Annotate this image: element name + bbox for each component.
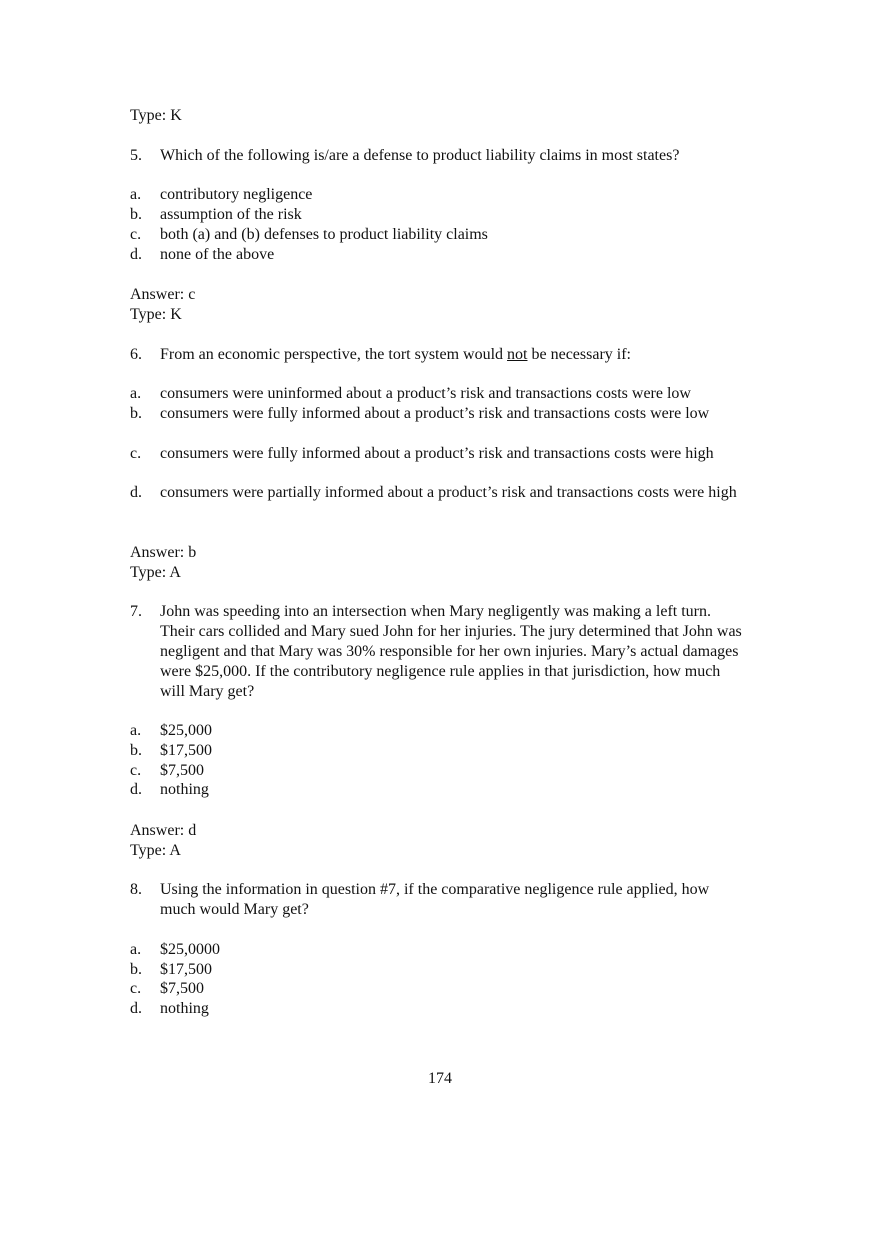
question-text: John was speeding into an intersection when Mary negligently was making a left turn. Their cars collided and Mary sued John for her injuries. The jury determined that John was negligent and that Mary was 30% responsible for her own injuries. Mary’s actual damages were $25,000. If the contributory negligence rule applies in that jurisdiction, how much will Mary get? [160, 603, 742, 700]
question-text: Using the information in question #7, if the comparative negligence rule applied, how much would Mary get? [160, 881, 710, 918]
page-number: 174 [428, 1070, 452, 1087]
option-text: $7,500 [160, 762, 204, 779]
question-text-part: From an economic perspective, the tort system would [160, 346, 508, 363]
option-text: consumers were partially informed about a product’s risk and transactions costs were high [160, 484, 737, 501]
option-letter: d. [130, 484, 142, 501]
option-letter: d. [130, 246, 142, 263]
option-text: $7,500 [160, 980, 204, 997]
type-label: Type: K [130, 306, 182, 323]
option-text: both (a) and (b) defenses to product liability claims [160, 226, 488, 243]
answer-label: Answer: c [130, 286, 196, 303]
question-number: 8. [130, 881, 142, 898]
type-label: Type: A [130, 842, 181, 859]
option-letter: a. [130, 186, 142, 203]
option-letter: b. [130, 206, 142, 223]
question-text-part: be necessary if: [527, 346, 631, 363]
question-text [160, 345, 760, 365]
option-text: contributory negligence [160, 186, 313, 203]
option-letter: a. [130, 941, 142, 958]
option-letter: b. [130, 961, 142, 978]
option-text: consumers were uninformed about a product’s risk and transactions costs were low [160, 385, 691, 402]
option-letter: c. [130, 762, 142, 779]
option-text: $17,500 [160, 961, 212, 978]
option-letter: b. [130, 405, 142, 422]
option-text: none of the above [160, 246, 275, 263]
question-number: 6. [130, 346, 142, 363]
option-letter: a. [130, 722, 142, 739]
option-text: $25,0000 [160, 941, 220, 958]
option-letter: a. [130, 385, 142, 402]
answer-label: Answer: b [130, 544, 197, 561]
emphasis-underline: not [507, 346, 528, 363]
answer-label: Answer: d [130, 822, 197, 839]
option-letter: b. [130, 742, 142, 759]
type-label: Type: K [130, 107, 182, 124]
option-letter: d. [130, 1000, 142, 1017]
option-letter: c. [130, 980, 142, 997]
option-text: consumers were fully informed about a product’s risk and transactions costs were high [160, 445, 714, 462]
option-letter: c. [130, 445, 142, 462]
option-letter: c. [130, 226, 142, 243]
option-text: assumption of the risk [160, 206, 302, 223]
option-letter: d. [130, 781, 142, 798]
question-number: 7. [130, 603, 142, 620]
option-text: nothing [160, 1000, 209, 1017]
option-text: $25,000 [160, 722, 212, 739]
option-text: nothing [160, 781, 209, 798]
option-text: $17,500 [160, 742, 212, 759]
option-text: consumers were fully informed about a product’s risk and transactions costs were low [160, 405, 710, 422]
question-number: 5. [130, 147, 142, 164]
question-text: Which of the following is/are a defense to product liability claims in most states? [160, 147, 680, 164]
type-label: Type: A [130, 564, 181, 581]
